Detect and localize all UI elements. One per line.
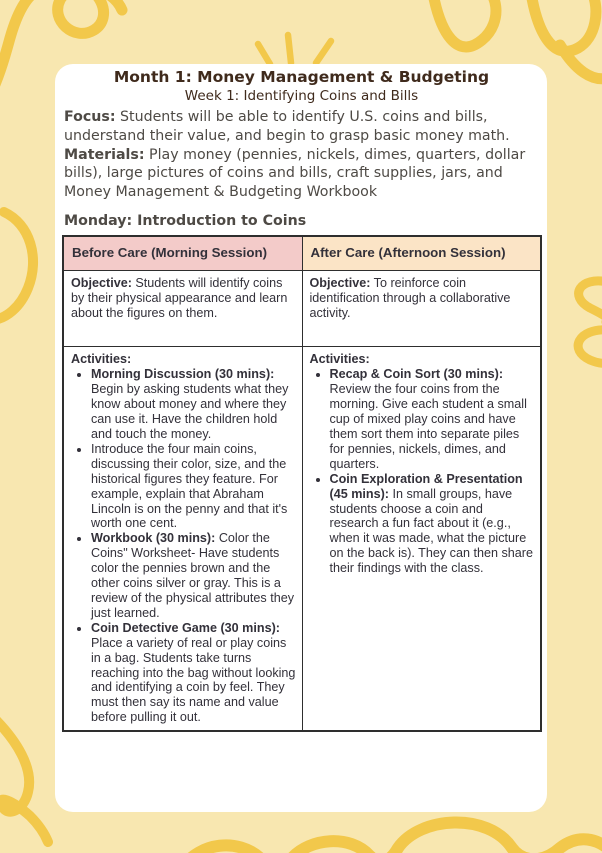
right-s-squiggle-doodle (578, 281, 602, 363)
activity-item-text: Introduce the four main coins, discussing their color, size, and the historical figures they feature. For example, explain that Abraham Lincoln is on the penny and that it's worth one cent. (91, 441, 288, 531)
objective-cell-before (63, 271, 302, 347)
focus-label: Focus: (64, 109, 116, 125)
activities-heading: Activities: (71, 352, 132, 367)
activity-item (91, 531, 297, 620)
bottom-left-loop-doodle (0, 718, 48, 842)
activity-item (330, 472, 536, 576)
lesson-plan-card (55, 64, 547, 812)
sparkle-rays-doodle (258, 35, 331, 64)
activities-heading: Activities: (309, 352, 370, 367)
column-header-before-care: Before Care (Morning Session) (63, 236, 302, 271)
objective-label: Objective: (309, 276, 371, 291)
activity-item (91, 442, 297, 531)
page-subtitle: Week 1: Identifying Coins and Bills (184, 88, 419, 104)
activities-row (63, 347, 541, 731)
schedule-table (62, 235, 542, 732)
activities-cell-after (302, 347, 541, 731)
activity-item-title: Morning Discussion (30 mins): (91, 367, 275, 382)
activity-item-title: Coin Exploration & Presentation (45 mins): (329, 471, 523, 501)
activity-item-title: Coin Detective Game (30 mins): (91, 620, 280, 635)
left-arc-doodle (0, 212, 33, 320)
activity-item-text: Color the Coins" Worksheet- Have students color the pennies brown and the other coins silver or gray. This is a review of the physical attributes they just learned. (91, 531, 295, 620)
intro-paragraph (64, 108, 541, 202)
objective-row (63, 271, 541, 347)
bottom-wave-doodle (182, 822, 602, 853)
objective-text: To reinforce coin identification through a collaborative activity. (309, 276, 511, 321)
activity-item (91, 621, 297, 725)
activities-cell-before (63, 347, 302, 731)
objective-text: Students will identify coins by their physical appearance and learn about the figures on them. (71, 276, 288, 321)
activity-item-text: In small groups, have students choose a coin and research a fun fact about it (e.g., when it was made, what the picture on the back is). They can then share their findings with the class. (329, 486, 533, 576)
materials-text: Play money (pennies, nickels, dimes, quarters, dollar bills), large pictures of coins and bills, craft supplies, jars, and Money Management & Budgeting Workbook (64, 146, 526, 201)
activity-item (91, 367, 297, 442)
activity-item-text: Place a variety of real or play coins in a bag. Students take turns reaching into the bag without looking and identifying a coin by feel. They must then say its name and value before pulling it out. (91, 635, 296, 725)
objective-cell-after (302, 271, 541, 347)
table-header-row (63, 236, 541, 271)
activity-item-text: Review the four coins from the morning. Give each student a small cup of mixed play coins and have them sort them into separate piles for pennies, nickels, dimes, and quarters. (329, 382, 527, 471)
column-header-after-care: After Care (Afternoon Session) (302, 236, 541, 271)
page-title: Month 1: Money Management & Budgeting (113, 68, 490, 86)
materials-label: Materials: (64, 146, 145, 163)
objective-label: Objective: (71, 276, 132, 291)
activities-list-after (310, 367, 536, 576)
activity-item-title: Recap & Coin Sort (30 mins): (329, 367, 504, 382)
focus-text: Students will be able to identify U.S. coins and bills, understand their value, and begin to grasp basic money math. (64, 109, 510, 144)
activity-item (330, 367, 536, 471)
activity-item-text: Begin by asking students what they know about money and where they can use it. Have the children hold and touch the money. (91, 382, 289, 442)
day-heading: Monday: Introduction to Coins (64, 212, 307, 229)
activities-list-before (71, 367, 297, 725)
activity-item-title: Workbook (30 mins): (91, 531, 216, 546)
